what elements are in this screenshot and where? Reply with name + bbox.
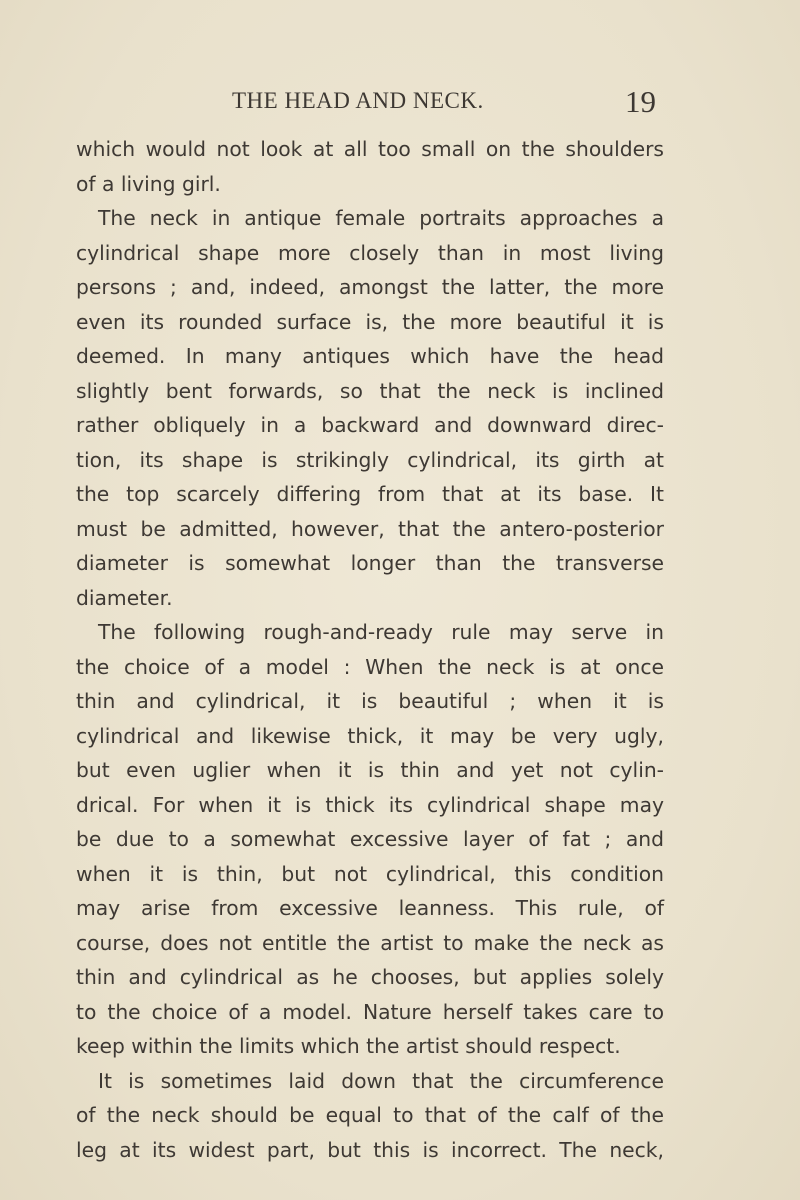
text-line: course, does not entitle the artist to make the neck as xyxy=(76,930,664,955)
text-line: may arise from excessive leanness. This rule, of xyxy=(76,896,664,920)
text-line: rather obliquely in a backward and downward direc- xyxy=(76,413,664,437)
text-line: even its rounded surface is, the more beautiful it is xyxy=(76,309,664,334)
running-title: THE HEAD AND NECK. xyxy=(232,88,484,113)
text-line: deemed. In many antiques which have the head xyxy=(76,344,664,368)
text-line: cylindrical and likewise thick, it may be very ugly, xyxy=(76,723,664,748)
text-line: thin and cylindrical, it is beautiful ; when it is xyxy=(76,689,664,713)
text-line: be due to a somewhat excessive layer of fat ; and xyxy=(76,827,664,851)
text-line: when it is thin, but not cylindrical, this condition xyxy=(76,861,664,886)
page-number: 19 xyxy=(625,84,656,119)
body-text xyxy=(76,132,664,1167)
text-line: The neck in antique female portraits approaches a xyxy=(98,206,664,230)
text-line: diameter is somewhat longer than the transverse xyxy=(76,551,664,575)
text-line: It is sometimes laid down that the circumference xyxy=(98,1068,664,1093)
text-line: the choice of a model : When the neck is at once xyxy=(76,654,664,679)
text-line: cylindrical shape more closely than in most living xyxy=(76,240,664,265)
text-line: to the choice of a model. Nature herself takes care to xyxy=(76,999,664,1024)
text-line: tion, its shape is strikingly cylindrical, its girth at xyxy=(76,447,664,472)
text-line: thin and cylindrical as he chooses, but applies solely xyxy=(76,965,664,989)
text-line: The following rough-and-ready rule may serve in xyxy=(98,620,664,644)
text-line: leg at its widest part, but this is incorrect. The neck, xyxy=(76,1137,664,1162)
running-header xyxy=(0,84,800,124)
text-line: diameter. xyxy=(76,585,173,610)
text-line: persons ; and, indeed, amongst the latter, the more xyxy=(76,275,664,299)
text-line: slightly bent forwards, so that the neck is inclined xyxy=(76,378,664,403)
text-line: the top scarcely differing from that at its base. It xyxy=(76,482,664,506)
text-line: of the neck should be equal to that of the calf of the xyxy=(76,1103,664,1127)
text-line: keep within the limits which the artist should respect. xyxy=(76,1034,621,1058)
text-line: but even uglier when it is thin and yet not cylin- xyxy=(76,758,664,782)
text-line: must be admitted, however, that the antero-posterior xyxy=(76,516,664,541)
text-line: drical. For when it is thick its cylindrical shape may xyxy=(76,792,664,817)
text-line: of a living girl. xyxy=(76,171,221,196)
text-line: which would not look at all too small on the shoulders xyxy=(76,137,664,161)
